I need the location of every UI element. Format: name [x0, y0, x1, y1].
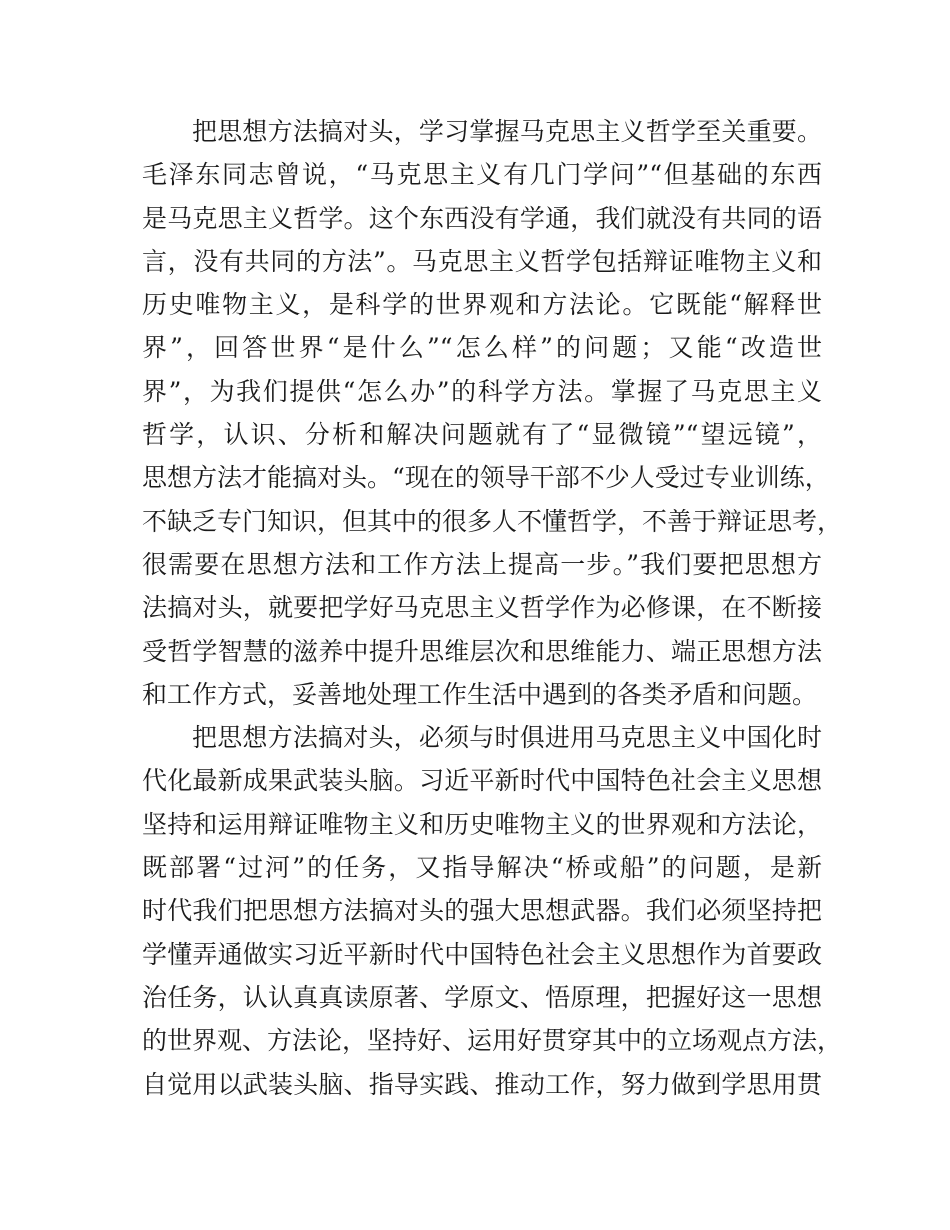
text-line: 的世界观、方法论，坚持好、运用好贯穿其中的立场观点方法， — [142, 1026, 843, 1056]
paragraph-2 — [142, 716, 843, 1106]
text-line: 治任务，认认真真读原著、学原文、悟原理，把握好这一思想 — [142, 982, 822, 1012]
text-line: 把思想方法搞对头，学习掌握马克思主义哲学至关重要。 — [192, 117, 822, 146]
text-line: 哲学，认识、分析和解决问题就有了“显微镜”“望远镜”， — [142, 420, 822, 450]
text-line: 界”，回答世界“是什么”“怎么样”的问题；又能“改造世 — [142, 333, 822, 363]
text-line: 法搞对头，就要把学好马克思主义哲学作为必修课，在不断接 — [142, 593, 822, 623]
text-line: 界”，为我们提供“怎么办”的科学方法。掌握了马克思主义 — [142, 376, 822, 406]
text-line: 学懂弄通做实习近平新时代中国特色社会主义思想作为首要政 — [142, 939, 822, 969]
text-line: 言，没有共同的方法”。马克思主义哲学包括辩证唯物主义和 — [142, 246, 822, 276]
text-line: 历史唯物主义，是科学的世界观和方法论。它既能“解释世 — [142, 290, 822, 320]
text-line: 毛泽东同志曾说，“马克思主义有几门学问”“但基础的东西 — [142, 160, 822, 190]
text-line: 自觉用以武装头脑、指导实践、推动工作，努力做到学思用贯 — [142, 1069, 822, 1099]
text-line: 坚持和运用辩证唯物主义和历史唯物主义的世界观和方法论， — [142, 809, 822, 839]
text-line: 很需要在思想方法和工作方法上提高一步。”我们要把思想方 — [142, 549, 822, 579]
text-line: 把思想方法搞对头，必须与时俱进用马克思主义中国化时 — [192, 723, 822, 753]
document-body — [142, 110, 843, 1106]
text-line: 和工作方式，妥善地处理工作生活中遇到的各类矛盾和问题。 — [142, 679, 818, 709]
text-line: 受哲学智慧的滋养中提升思维层次和思维能力、端正思想方法 — [142, 636, 822, 666]
text-line: 既部署“过河”的任务，又指导解决“桥或船”的问题，是新 — [142, 853, 822, 883]
text-line: 时代我们把思想方法搞对头的强大思想武器。我们必须坚持把 — [142, 896, 822, 926]
paragraph-1 — [142, 110, 843, 716]
text-line: 代化最新成果武装头脑。习近平新时代中国特色社会主义思想 — [142, 766, 822, 796]
text-line: 思想方法才能搞对头。“现在的领导干部不少人受过专业训练， — [142, 463, 830, 493]
text-line: 不缺乏专门知识，但其中的很多人不懂哲学，不善于辩证思考， — [142, 506, 843, 536]
text-line: 是马克思主义哲学。这个东西没有学通，我们就没有共同的语 — [142, 203, 822, 233]
